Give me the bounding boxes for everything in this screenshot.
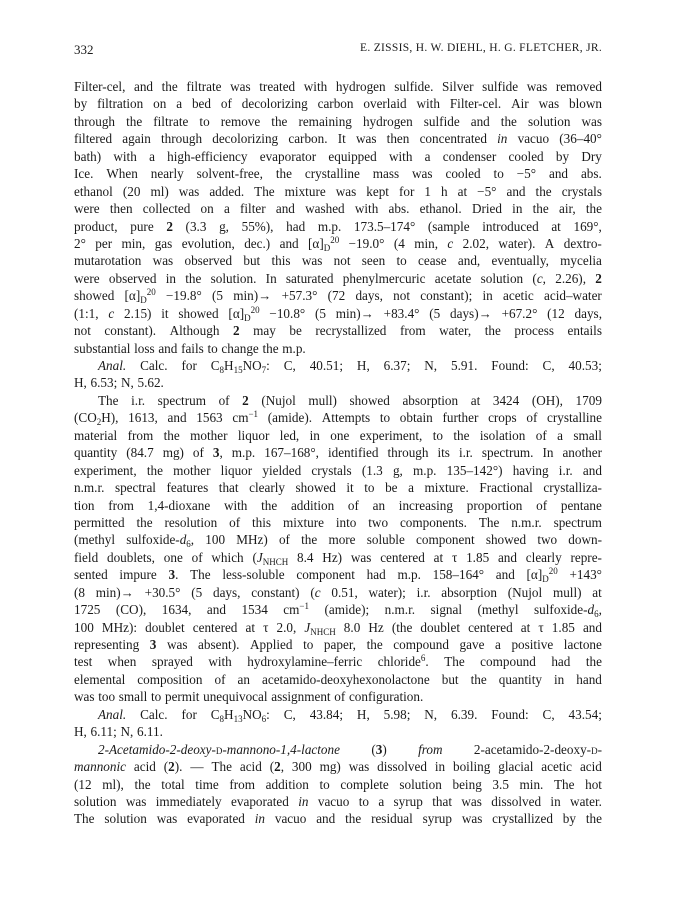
- text-line: sented impure 3. The less-soluble component had m.p. 158–164° and $[\alpha]_D^{20}$ +143°: [74, 566, 602, 585]
- text-line: 2-Acetamido-2-deoxy-d-mannono-1,4-lactone (3) from 2-acetamido-2-deoxy-d-: [98, 741, 602, 757]
- text-line: H, 6.11; N, 6.11.: [74, 724, 163, 740]
- text-line: Filter-cel, and the filtrate was treated with hydrogen sulfide. Silver sulfide was removed: [74, 79, 602, 94]
- text-line: (methyl sulfoxide-$d_6$, 100 MHz) of the more soluble component showed two down-: [74, 532, 602, 550]
- body-text: [74, 78, 602, 828]
- text-line: was too small to permit unequivocal assignment of configuration.: [74, 689, 424, 705]
- text-line: 1725 (CO), 1634, and 1534 $cm^{-1}$ (amide); n.m.r. signal (methyl sulfoxide-$d_6$,: [74, 601, 602, 620]
- text-line: 2° per min, gas evolution, dec.) and $[\alpha]_D^{20}$ −19.0° (4 min, c 2.02, water). A dextro-: [74, 234, 602, 253]
- text-line: quantity (84.7 mg) of 3, m.p. 167–168°, identified through its i.r. spectrum. In another: [74, 445, 602, 461]
- text-line: $(CO_2H)$, 1613, and 1563 $cm^{-1}$ (amide). Attempts to obtain further crops of crystalline: [74, 409, 602, 428]
- text-line: Ice. When nearly solvent-free, the crystalline mass was cooled to −5° and abs.: [74, 166, 602, 182]
- text-line: mannonic acid (2). — The acid (2, 300 mg) was dissolved in boiling glacial acetic acid: [74, 759, 602, 775]
- text-line: showed $[\alpha]_D^{20}$ −19.8° (5 min)→ +57.3° (72 days, not constant); in acetic acid–water: [74, 287, 602, 306]
- text-line: bath) with a high-efficiency evaporator equipped with a condenser cooled by Dry: [74, 148, 602, 164]
- text-line: tion from 1,4-dioxane with the addition of an increasing proportion of pentane: [74, 497, 602, 513]
- text-line: (12 ml), the total time from addition to complete solution being 3.5 min. The hot: [74, 776, 602, 792]
- text-line: representing 3 was absent). Applied to paper, the compound gave a positive lactone: [74, 637, 602, 652]
- text-line: substantial loss and fails to change the m.p.: [74, 340, 306, 356]
- text-line: Anal. Calc. for $C_8H_{15}NO_7$: C, 40.51; H, 6.37; N, 5.91. Found: C, 40.53;: [98, 358, 602, 375]
- text-line: filtered again through decolorizing carbon. It was then concentrated in vacuo (36–40°: [74, 131, 602, 147]
- text-line: The solution was evaporated in vacuo and the residual syrup was crystallized by the: [74, 811, 602, 827]
- text-line: ethanol (20 ml) was added. The mixture was kept for 1 h at −5° and the crystals: [74, 183, 602, 199]
- text-line: n.m.r. spectral features that clearly showed it to be a mixture. Fractional crystalliza-: [74, 480, 602, 496]
- running-header: [74, 42, 602, 60]
- page-number: 332: [74, 42, 94, 57]
- text-line: not constant). Although 2 may be recrystallized from water, the process entails: [74, 323, 602, 339]
- text-line: test when sprayed with hydroxylamine–ferric chloride$^6$. The compound had the: [74, 653, 602, 670]
- text-line: (1:1, c 2.15) it showed $[\alpha]_D^{20}$ −10.8° (5 min)→ +83.4° (5 days)→ +67.2° (12 days,: [74, 304, 602, 323]
- text-line: permitted the resolution of this mixture into two components. The n.m.r. spectrum: [74, 514, 602, 530]
- text-line: 100 MHz): doublet centered at τ 2.0, $J_{NHCH}$ 8.0 Hz (the doublet centered at τ 1.85 and: [74, 619, 602, 637]
- text-line: (8 min)→ +30.5° (5 days, constant) (c 0.51, water); i.r. absorption (Nujol mull) at: [74, 584, 602, 600]
- text-line: field doublets, one of which ($J_{NHCH}$ 8.4 Hz) was centered at τ 1.85 and clearly repre-: [74, 549, 602, 567]
- text-line: were then collected on a filter and washed with abs. ethanol. Dried in the air, the: [74, 201, 602, 217]
- text-line: experiment, the mother liquor yielded crystals (1.3 g, m.p. 135–142°) having i.r. and: [74, 462, 602, 478]
- text-line: Anal. Calc. for $C_8H_{13}NO_6$: C, 43.84; H, 5.98; N, 6.39. Found: C, 43.54;: [98, 706, 602, 724]
- text-line: The i.r. spectrum of 2 (Nujol mull) showed absorption at 3424 (OH), 1709: [98, 392, 602, 408]
- text-line: product, pure 2 (3.3 g, 55%), had m.p. 173.5–174° (sample introduced at 169°,: [74, 218, 602, 234]
- text-line: elemental composition of an acetamido-deoxyhexonolactone but the quantity in hand: [74, 671, 602, 687]
- text-line: by filtration on a bed of decolorizing carbon overlaid with Filter-cel. Air was blown: [74, 96, 602, 112]
- text-line: material from the mother liquor led, in one experiment, to the isolation of a small: [74, 427, 602, 443]
- text-line: solution was immediately evaporated in vacuo to a syrup that was dissolved in water.: [74, 793, 602, 809]
- running-head-authors: E. ZISSIS, H. W. DIEHL, H. G. FLETCHER, JR.: [360, 42, 602, 54]
- text-line: mutarotation was observed but this was not seen to cease and, eventually, mycelia: [74, 253, 602, 269]
- text-line: through the filtrate to remove the remaining hydrogen sulfide and the solution was: [74, 113, 602, 129]
- text-line: H, 6.53; N, 5.62.: [74, 375, 164, 391]
- text-line: were observed in the solution. In saturated phenylmercuric acetate solution (c, 2.26), 2: [74, 270, 602, 286]
